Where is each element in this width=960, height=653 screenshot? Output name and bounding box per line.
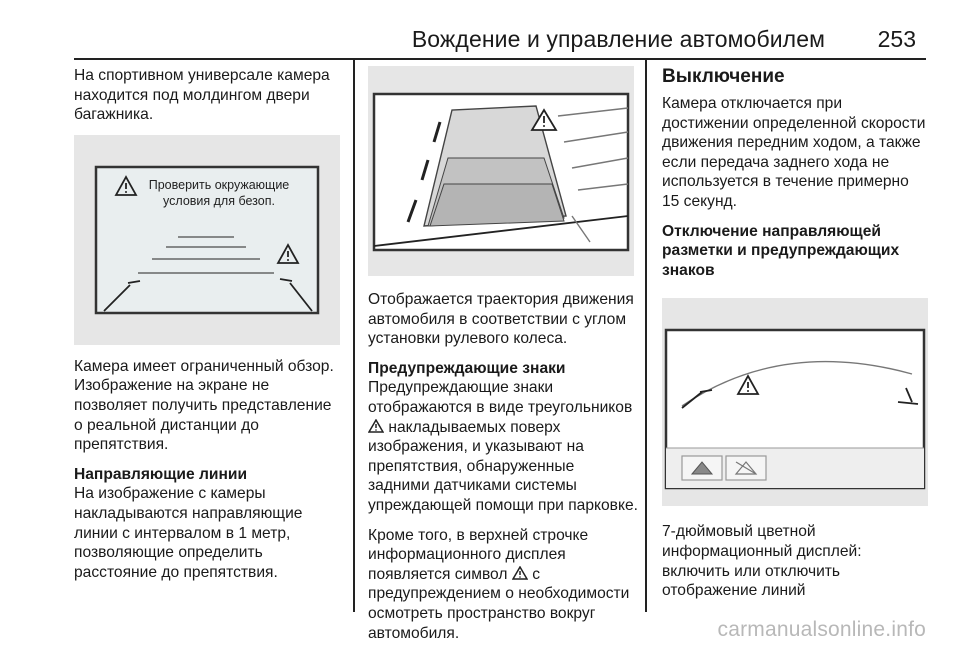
display-caption: 7-дюймовый цветной информационный дисплей: включить или отключить отображение линий — [662, 523, 862, 600]
column-1 — [74, 66, 344, 592]
intro-paragraph: На спортивном универсале камера находится под молдингом двери багажника. — [74, 67, 330, 124]
display-toggle-figure — [662, 298, 928, 506]
chapter-title: Вождение и управление автомобилем — [411, 26, 825, 52]
header-rule — [74, 58, 926, 60]
watermark: carmanualsonline.info — [717, 618, 926, 641]
column-2 — [368, 66, 638, 653]
off-heading: Выключение — [662, 66, 785, 87]
trajectory-figure — [368, 66, 634, 276]
screen-warning-line1: Проверить окружающие — [148, 177, 290, 192]
column-divider-2 — [645, 60, 647, 612]
off-paragraph: Камера отключается при достижении определенной скорости движения передним ходом, а также если передача заднего хода не используется в течение примерно 15 секунд. — [662, 95, 926, 210]
warning-triangle-icon — [512, 566, 528, 580]
camera-screen-figure — [74, 135, 340, 345]
column-3 — [662, 66, 928, 611]
warning-signs-paragraph: Предупреждающие знаки отображаются в виде треугольников накладываемых поверх изображения, и указывают на препятствия, обнаруженные задними датчиками системы упреждающей помощи при парковке. — [368, 379, 638, 514]
page-number: 253 — [877, 26, 916, 52]
page-header — [0, 0, 960, 58]
guidelines-heading: Направляющие линии — [74, 465, 248, 483]
guidelines-paragraph: На изображение с камеры накладываются направляющие линии с интервалом в 1 метр, позволяющие определить расстояние до препятствия. — [74, 485, 303, 581]
trajectory-caption: Отображается траектория движения автомобиля в соответствии с углом установки рулевого колеса. — [368, 291, 634, 348]
column-divider-1 — [353, 60, 355, 612]
limited-view-paragraph: Камера имеет ограниченный обзор. Изображение на экране не позволяет получить представление о реальной дистанции до препятствия. — [74, 357, 334, 454]
top-line-paragraph: Кроме того, в верхней строчке информационного дисплея появляется символ с предупреждением о необходимости осмотреть пространство вокруг автомобиля. — [368, 526, 630, 642]
warning-signs-heading: Предупреждающие знаки — [368, 359, 566, 377]
warning-triangle-icon — [368, 419, 384, 433]
disable-heading: Отключение направляющей разметки и предупреждающих знаков — [662, 222, 900, 279]
screen-warning-line2: условия для безоп. — [163, 193, 275, 208]
